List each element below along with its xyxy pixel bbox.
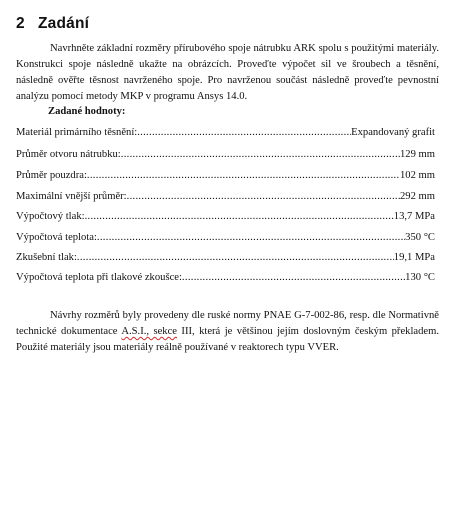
value-label: Výpočtový tlak: bbox=[16, 211, 85, 222]
dot-leader bbox=[182, 271, 405, 285]
value-text: Expandovaný grafit bbox=[351, 127, 435, 138]
value-row-sleeve-diameter bbox=[16, 169, 435, 183]
value-label: Maximální vnější průměr: bbox=[16, 191, 127, 202]
dot-leader bbox=[137, 126, 351, 140]
dot-leader bbox=[97, 231, 405, 245]
closing-paragraph bbox=[16, 308, 439, 356]
spellcheck-marked-text: A.S.I., sekce bbox=[121, 326, 177, 337]
value-label: Průměr otvoru nátrubku: bbox=[16, 149, 121, 160]
intro-paragraph: Navrhněte základní rozměry přírubového spoje nátrubku ARK spolu s použitými materiály. Konstrukci spoje následně ukažte na obrázcích. Proveďte výpočet sil ve šroubech a těsnění, následně ověřte těsnost navrženého spoje. Pro navrženou součást následně proveďte pevnostní analýzu pomocí metody MKP v programu Ansys 14.0. bbox=[16, 43, 439, 102]
value-label: Průměr pouzdra: bbox=[16, 170, 87, 181]
value-label: Výpočtová teplota: bbox=[16, 232, 97, 243]
value-text: 102 mm bbox=[399, 170, 435, 181]
value-row-nozzle-bore bbox=[16, 148, 435, 162]
value-label: Materiál primárního těsnění: bbox=[16, 127, 138, 138]
value-row-design-temperature bbox=[16, 231, 435, 245]
value-label: Zkušební tlak: bbox=[16, 252, 77, 263]
closing-text-start: Návrhy rozměrů byly provedeny dle ruské normy PNAE G-7-002-86, resp. dle Normativně technické dokumentace bbox=[16, 310, 439, 337]
value-row-max-outer-diameter bbox=[16, 190, 435, 204]
value-label: Výpočtová teplota při tlakové zkoušce: bbox=[16, 272, 182, 283]
value-row-test-temperature bbox=[16, 271, 435, 285]
section-title: Zadání bbox=[38, 15, 90, 32]
value-row-gasket-material bbox=[16, 126, 435, 140]
dot-leader bbox=[77, 251, 394, 265]
given-values-title: Zadané hodnoty: bbox=[48, 106, 126, 117]
value-text: 292 mm bbox=[399, 191, 435, 202]
dot-leader bbox=[121, 148, 400, 162]
value-text: 130 °C bbox=[405, 272, 435, 283]
value-text: 13,7 MPa bbox=[393, 211, 435, 222]
value-text: 350 °C bbox=[405, 232, 435, 243]
section-number: 2 bbox=[16, 15, 25, 32]
section-heading bbox=[16, 15, 89, 33]
value-text: 129 mm bbox=[399, 149, 435, 160]
dot-leader bbox=[87, 169, 400, 183]
dot-leader bbox=[85, 210, 394, 224]
value-text: 19,1 MPa bbox=[393, 252, 435, 263]
closing-text-end: III, která je většinou jejím doslovným českým překladem. Použité materiály jsou materiály reálně používané v reaktorech typu VVER. bbox=[16, 326, 439, 353]
dot-leader bbox=[127, 190, 400, 204]
value-row-test-pressure bbox=[16, 251, 435, 265]
value-row-design-pressure bbox=[16, 210, 435, 224]
